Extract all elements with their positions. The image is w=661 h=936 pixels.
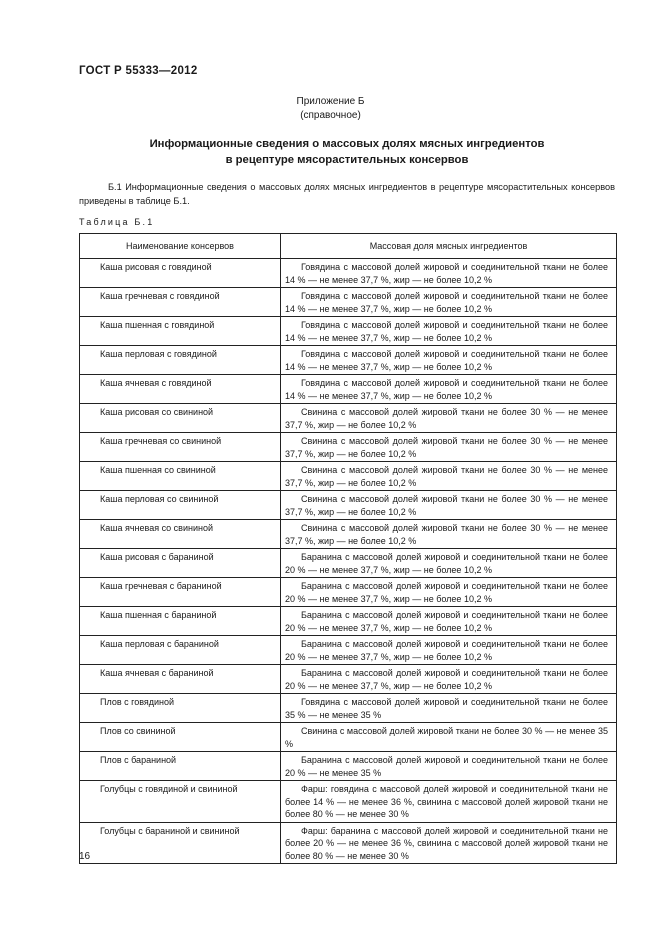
table-row (80, 375, 617, 404)
table-row (80, 491, 617, 520)
table-row (80, 694, 617, 723)
product-name-cell: Каша пшенная с бараниной (80, 607, 281, 636)
meat-share-cell: Говядина с массовой долей жировой и соединительной ткани не более 35 % — не менее 35 % (281, 694, 617, 723)
table-row (80, 781, 617, 823)
table-row (80, 752, 617, 781)
meat-share-cell: Баранина с массовой долей жировой и соединительной ткани не более 20 % — не менее 37,7 %, жир — не более 10,2 % (281, 665, 617, 694)
meat-share-cell: Свинина с массовой долей жировой ткани не более 30 % — не менее 37,7 %, жир — не более 10,2 % (281, 433, 617, 462)
product-name-cell: Голубцы с бараниной и свининой (80, 822, 281, 864)
meat-share-cell: Свинина с массовой долей жировой ткани не более 30 % — не менее 37,7 %, жир — не более 10,2 % (281, 520, 617, 549)
product-name-cell: Каша ячневая с бараниной (80, 665, 281, 694)
table-row (80, 433, 617, 462)
column-header-name: Наименование консервов (80, 234, 281, 259)
table-row (80, 317, 617, 346)
meat-share-cell: Свинина с массовой долей жировой ткани не более 30 % — не менее 37,7 %, жир — не более 10,2 % (281, 404, 617, 433)
page-title-line-2: в рецептуре мясорастительных консервов (225, 154, 469, 166)
table-row (80, 520, 617, 549)
meat-share-cell: Свинина с массовой долей жировой ткани не более 30 % — не менее 35 % (281, 723, 617, 752)
column-header-mass: Массовая доля мясных ингредиентов (281, 234, 617, 259)
intro-paragraph: Б.1 Информационные сведения о массовых долях мясных ингредиентов в рецептуре мясорастительных консервов приведены в таблице Б.1. (79, 182, 615, 206)
table-row (80, 578, 617, 607)
product-name-cell: Каша рисовая со свининой (80, 404, 281, 433)
meat-share-cell: Свинина с массовой долей жировой ткани не более 30 % — не менее 37,7 %, жир — не более 10,2 % (281, 491, 617, 520)
table-caption: Таблица Б.1 (79, 217, 155, 227)
table-row (80, 549, 617, 578)
meat-share-cell: Говядина с массовой долей жировой и соединительной ткани не более 14 % — не менее 37,7 %, жир — не более 10,2 % (281, 288, 617, 317)
product-name-cell: Каша перловая с бараниной (80, 636, 281, 665)
table-row (80, 346, 617, 375)
meat-share-cell: Свинина с массовой долей жировой ткани не более 30 % — не менее 37,7 %, жир — не более 10,2 % (281, 462, 617, 491)
table-header-row (80, 234, 617, 259)
table-row (80, 822, 617, 864)
table-row (80, 288, 617, 317)
meat-share-cell: Фарш: баранина с массовой долей жировой и соединительной ткани не более 20 % — не менее 36 %, свинина с массовой долей жировой ткани не более 80 % — не менее 30 % (281, 822, 617, 864)
meat-share-cell: Баранина с массовой долей жировой и соединительной ткани не более 20 % — не менее 37,7 %, жир — не более 10,2 % (281, 636, 617, 665)
meat-share-cell: Говядина с массовой долей жировой и соединительной ткани не более 14 % — не менее 37,7 %, жир — не более 10,2 % (281, 375, 617, 404)
meat-share-cell: Баранина с массовой долей жировой и соединительной ткани не более 20 % — не менее 37,7 %, жир — не более 10,2 % (281, 549, 617, 578)
product-name-cell: Каша гречневая с говядиной (80, 288, 281, 317)
meat-share-cell: Баранина с массовой долей жировой и соединительной ткани не более 20 % — не менее 37,7 %, жир — не более 10,2 % (281, 578, 617, 607)
appendix-label: Приложение Б (296, 96, 365, 107)
product-name-cell: Голубцы с говядиной и свининой (80, 781, 281, 823)
product-name-cell: Каша гречневая с бараниной (80, 578, 281, 607)
table-row (80, 607, 617, 636)
product-name-cell: Каша пшенная с говядиной (80, 317, 281, 346)
product-name-cell: Каша рисовая с говядиной (80, 259, 281, 288)
appendix-type: (справочное) (300, 110, 361, 121)
meat-share-cell: Говядина с массовой долей жировой и соединительной ткани не более 14 % — не менее 37,7 %, жир — не более 10,2 % (281, 259, 617, 288)
table-row (80, 723, 617, 752)
product-name-cell: Каша перловая со свининой (80, 491, 281, 520)
product-name-cell: Каша перловая с говядиной (80, 346, 281, 375)
page-title-line-1: Информационные сведения о массовых долях мясных ингредиентов (149, 138, 545, 150)
meat-share-cell: Говядина с массовой долей жировой и соединительной ткани не более 14 % — не менее 37,7 %, жир — не более 10,2 % (281, 317, 617, 346)
ingredients-table (79, 233, 617, 864)
product-name-cell: Каша гречневая со свининой (80, 433, 281, 462)
meat-share-cell: Баранина с массовой долей жировой и соединительной ткани не более 20 % — не менее 37,7 %, жир — не более 10,2 % (281, 607, 617, 636)
product-name-cell: Каша пшенная со свининой (80, 462, 281, 491)
product-name-cell: Каша ячневая со свининой (80, 520, 281, 549)
table-body (80, 259, 617, 864)
meat-share-cell: Говядина с массовой долей жировой и соединительной ткани не более 14 % — не менее 37,7 %, жир — не более 10,2 % (281, 346, 617, 375)
table-row (80, 665, 617, 694)
standard-code: ГОСТ Р 55333—2012 (79, 65, 198, 77)
table-row (80, 462, 617, 491)
table-row (80, 259, 617, 288)
meat-share-cell: Фарш: говядина с массовой долей жировой и соединительной ткани не более 14 % — не менее 36 %, свинина с массовой долей жировой ткани не более 80 % — не менее 30 % (281, 781, 617, 823)
product-name-cell: Плов со свининой (80, 723, 281, 752)
product-name-cell: Каша ячневая с говядиной (80, 375, 281, 404)
table-row (80, 404, 617, 433)
table-row (80, 636, 617, 665)
product-name-cell: Плов с бараниной (80, 752, 281, 781)
product-name-cell: Плов с говядиной (80, 694, 281, 723)
meat-share-cell: Баранина с массовой долей жировой и соединительной ткани не более 20 % — не менее 35 % (281, 752, 617, 781)
product-name-cell: Каша рисовая с бараниной (80, 549, 281, 578)
page-number: 16 (79, 851, 91, 862)
